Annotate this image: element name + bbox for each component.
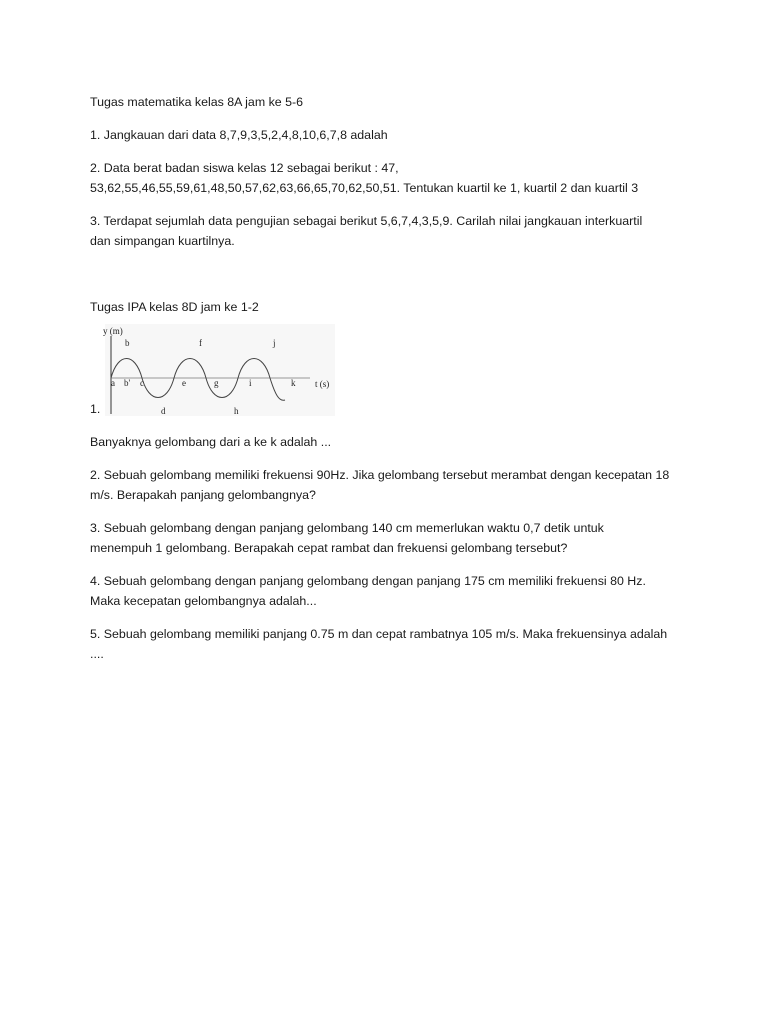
y-axis-label: y (m) [103, 326, 123, 336]
ipa-question-3: 3. Sebuah gelombang dengan panjang gelombang 140 cm memerlukan waktu 0,7 detik untuk menempuh 1 gelombang. Berapakah cepat rambat dan frekuensi gelombang tersebut? [90, 521, 604, 555]
point-label-g: g [214, 378, 219, 388]
math-assignment-title: Tugas matematika kelas 8A jam ke 5-6 [90, 95, 304, 109]
figure-number: 1. [90, 402, 101, 416]
point-label-b-prime: b' [124, 378, 131, 388]
math-question-1: 1. Jangkauan dari data 8,7,9,3,5,2,4,8,10,6,7,8 adalah [90, 128, 388, 142]
ipa-question-1: Banyaknya gelombang dari a ke k adalah ... [90, 435, 332, 449]
wave-diagram [105, 322, 345, 422]
ipa-question-5: 5. Sebuah gelombang memiliki panjang 0.75 m dan cepat rambatnya 105 m/s. Maka frekuensinya adalah .... [90, 627, 668, 661]
math-question-3: 3. Terdapat sejumlah data pengujian sebagai berikut 5,6,7,4,3,5,9. Carilah nilai jangkauan interkuartil dan simpangan kuartilnya. [90, 214, 643, 248]
point-label-f: f [199, 338, 202, 348]
ipa-assignment-title: Tugas IPA kelas 8D jam ke 1-2 [90, 300, 259, 314]
ipa-question-2: 2. Sebuah gelombang memiliki frekuensi 90Hz. Jika gelombang tersebut merambat dengan kecepatan 18 m/s. Berapakah panjang gelombangnya? [90, 468, 670, 502]
point-label-e: e [182, 378, 186, 388]
point-label-k: k [291, 378, 296, 388]
point-label-a: a [111, 378, 115, 388]
wave-figure [90, 322, 350, 422]
x-axis-label: t (s) [315, 379, 330, 389]
ipa-question-4: 4. Sebuah gelombang dengan panjang gelombang dengan panjang 175 cm memiliki frekuensi 80 Hz. Maka kecepatan gelombangnya adalah... [90, 574, 646, 608]
point-label-j: j [273, 338, 276, 348]
point-label-i: i [249, 378, 252, 388]
point-label-c: c [140, 378, 144, 388]
math-question-2: 2. Data berat badan siswa kelas 12 sebagai berikut : 47, 53,62,55,46,55,59,61,48,50,57,62,63,66,65,70,62,50,51. Tentukan kuartil ke 1, kuartil 2 dan kuartil 3 [90, 161, 639, 195]
point-label-b: b [125, 338, 130, 348]
point-label-h: h [234, 406, 239, 416]
point-label-d: d [161, 406, 166, 416]
